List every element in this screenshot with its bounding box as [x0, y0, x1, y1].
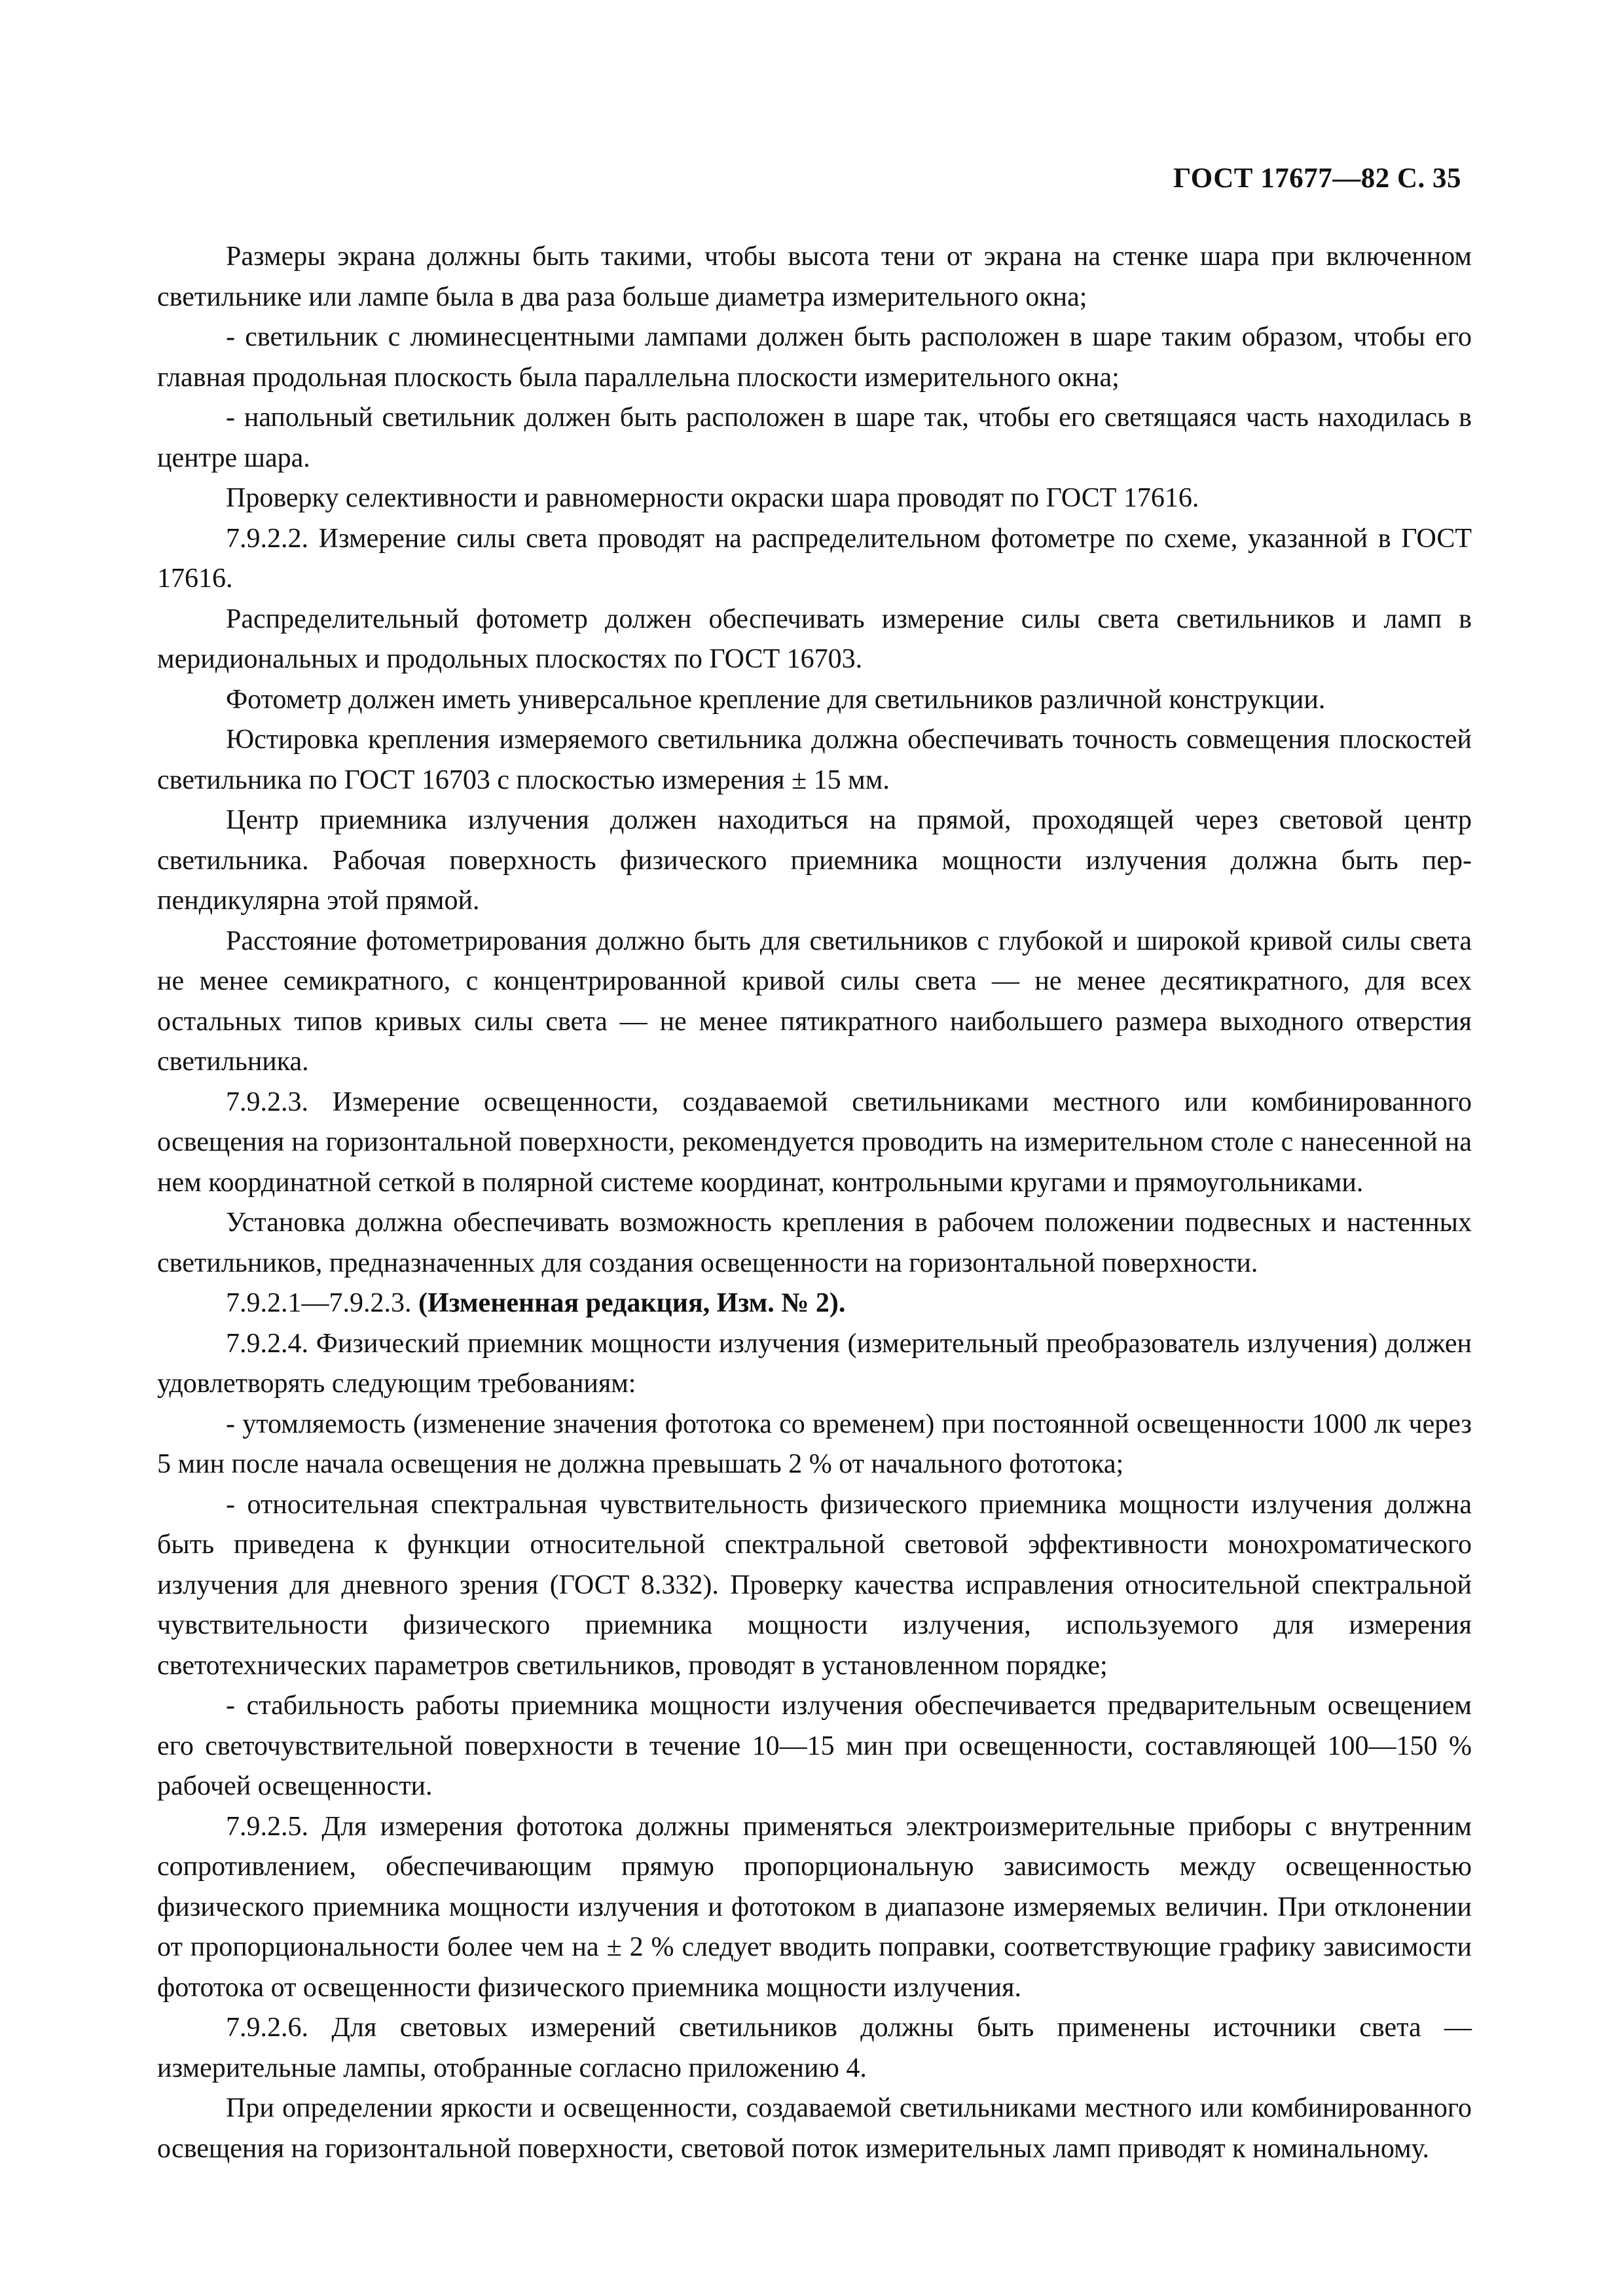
- amendment-ref: 7.9.2.1—7.9.2.3.: [226, 1288, 412, 1318]
- paragraph: Расстояние фотометрирования должно быть для светильников с глубокой и широкой кривой силы света не менее семикратного, с концентрированной кривой силы света — не менее десятикратного, для всех остальных типов кривых силы света — не менее пятикратного наибольшего размера выходного отверстия светильника.: [157, 925, 1472, 1077]
- paragraph: - светильник с люминесцентными лампами должен быть расположен в шаре таким образом, чтобы его главная продольная плоскость была параллельна плоскости измерительного окна;: [157, 322, 1472, 393]
- paragraph: - стабильность работы приемника мощности излучения обеспечивается предварительным освещением его светочувствительной поверхности в течение 10—15 мин при освещенности, составляющей 100—150 % рабочей освещенности.: [157, 1691, 1472, 1801]
- paragraph: - утомляемость (изменение значения фототока со временем) при постоянной освещенности 1000 лк через 5 мин после начала освещения не должна превышать 2 % от начального фототока;: [157, 1408, 1472, 1479]
- paragraph: - относительная спектральная чувствительность физического приемника мощности излучения должна быть приведена к функции относительной спектральной световой эффективности монохроматического излучения для дневного зрения (ГОСТ 8.332). Проверку качества исправления относительной спектральной чувствительности физического приемника мощности излучения, используемого для измерения светотехнических параметров светильников, проводят в установленном порядке;: [157, 1489, 1472, 1681]
- paragraph: 7.9.2.2. Измерение силы света проводят на распределительном фотометре по схеме, указанной в ГОСТ 17616.: [157, 523, 1472, 594]
- paragraph: 7.9.2.5. Для измерения фототока должны применяться электроизмерительные приборы с внутренним сопротивлением, обеспечивающим прямую пропорциональную зависимость между освещенностью физического приемника мощности излучения и фототоком в диапазоне измеряемых величин. При отклонении от пропорциональности более чем на ± 2 % следует вводить поправки, соответствующие графику зависимости фототока от освещенности физического приемника мощности излучения.: [157, 1811, 1472, 2003]
- paragraph: 7.9.2.4. Физический приемник мощности излучения (измерительный преобразователь излучения) должен удовлетворять следующим требованиям:: [157, 1328, 1472, 1399]
- paragraph: При определении яркости и освещенности, создаваемой светильниками местного или комбинированного освещения на горизонтальной поверхности, световой поток измерительных ламп приводят к номинальному.: [157, 2093, 1472, 2164]
- amendment-note: [157, 1283, 1472, 1324]
- paragraph: Фотометр должен иметь универсальное крепление для светильников различной конструкции.: [226, 684, 1326, 715]
- amendment-text: (Измененная редакция, Изм. № 2).: [418, 1288, 846, 1318]
- paragraph: Юстировка крепления измеряемого светильника должна обеспечивать точность совмещения плоскостей светильника по ГОСТ 16703 с плоскостью измерения ± 15 мм.: [157, 725, 1472, 795]
- paragraph: 7.9.2.6. Для световых измерений светильников должны быть применены источники света — измерительные лампы, отобранные согласно приложению 4.: [157, 2013, 1472, 2083]
- paragraph: Размеры экрана должны быть такими, чтобы высота тени от экрана на стенке шара при включенном светильнике или лампе была в два раза больше диаметра измерительного окна;: [157, 242, 1472, 312]
- paragraph: Центр приемника излучения должен находиться на прямой, проходящей через световой центр светильника. Рабочая поверхность физического приемника мощности излучения должна быть перпендикулярна этой прямой.: [157, 805, 1472, 916]
- paragraph: 7.9.2.3. Измерение освещенности, создаваемой светильниками местного или комбинированного освещения на горизонтальной поверхности, рекомендуется проводить на измерительном столе с нанесенной на нем координатной сеткой в полярной системе координат, контрольными кругами и прямоугольниками.: [157, 1086, 1472, 1198]
- body-text: [157, 237, 1472, 2169]
- paragraph: Распределительный фотометр должен обеспечивать измерение силы света светильников и ламп в меридиональных и продольных плоскостях по ГОСТ 16703.: [157, 603, 1472, 674]
- paragraph: Проверку селективности и равномерности окраски шара проводят по ГОСТ 17616.: [226, 483, 1199, 513]
- paragraph: Установка должна обеспечивать возможность крепления в рабочем положении подвесных и настенных светильников, предназначенных для создания освещенности на горизонтальной поверхности.: [157, 1208, 1472, 1278]
- page-header: ГОСТ 17677—82 С. 35: [1173, 163, 1461, 194]
- paragraph: - напольный светильник должен быть расположен в шаре так, чтобы его светящаяся часть находилась в центре шара.: [157, 403, 1472, 473]
